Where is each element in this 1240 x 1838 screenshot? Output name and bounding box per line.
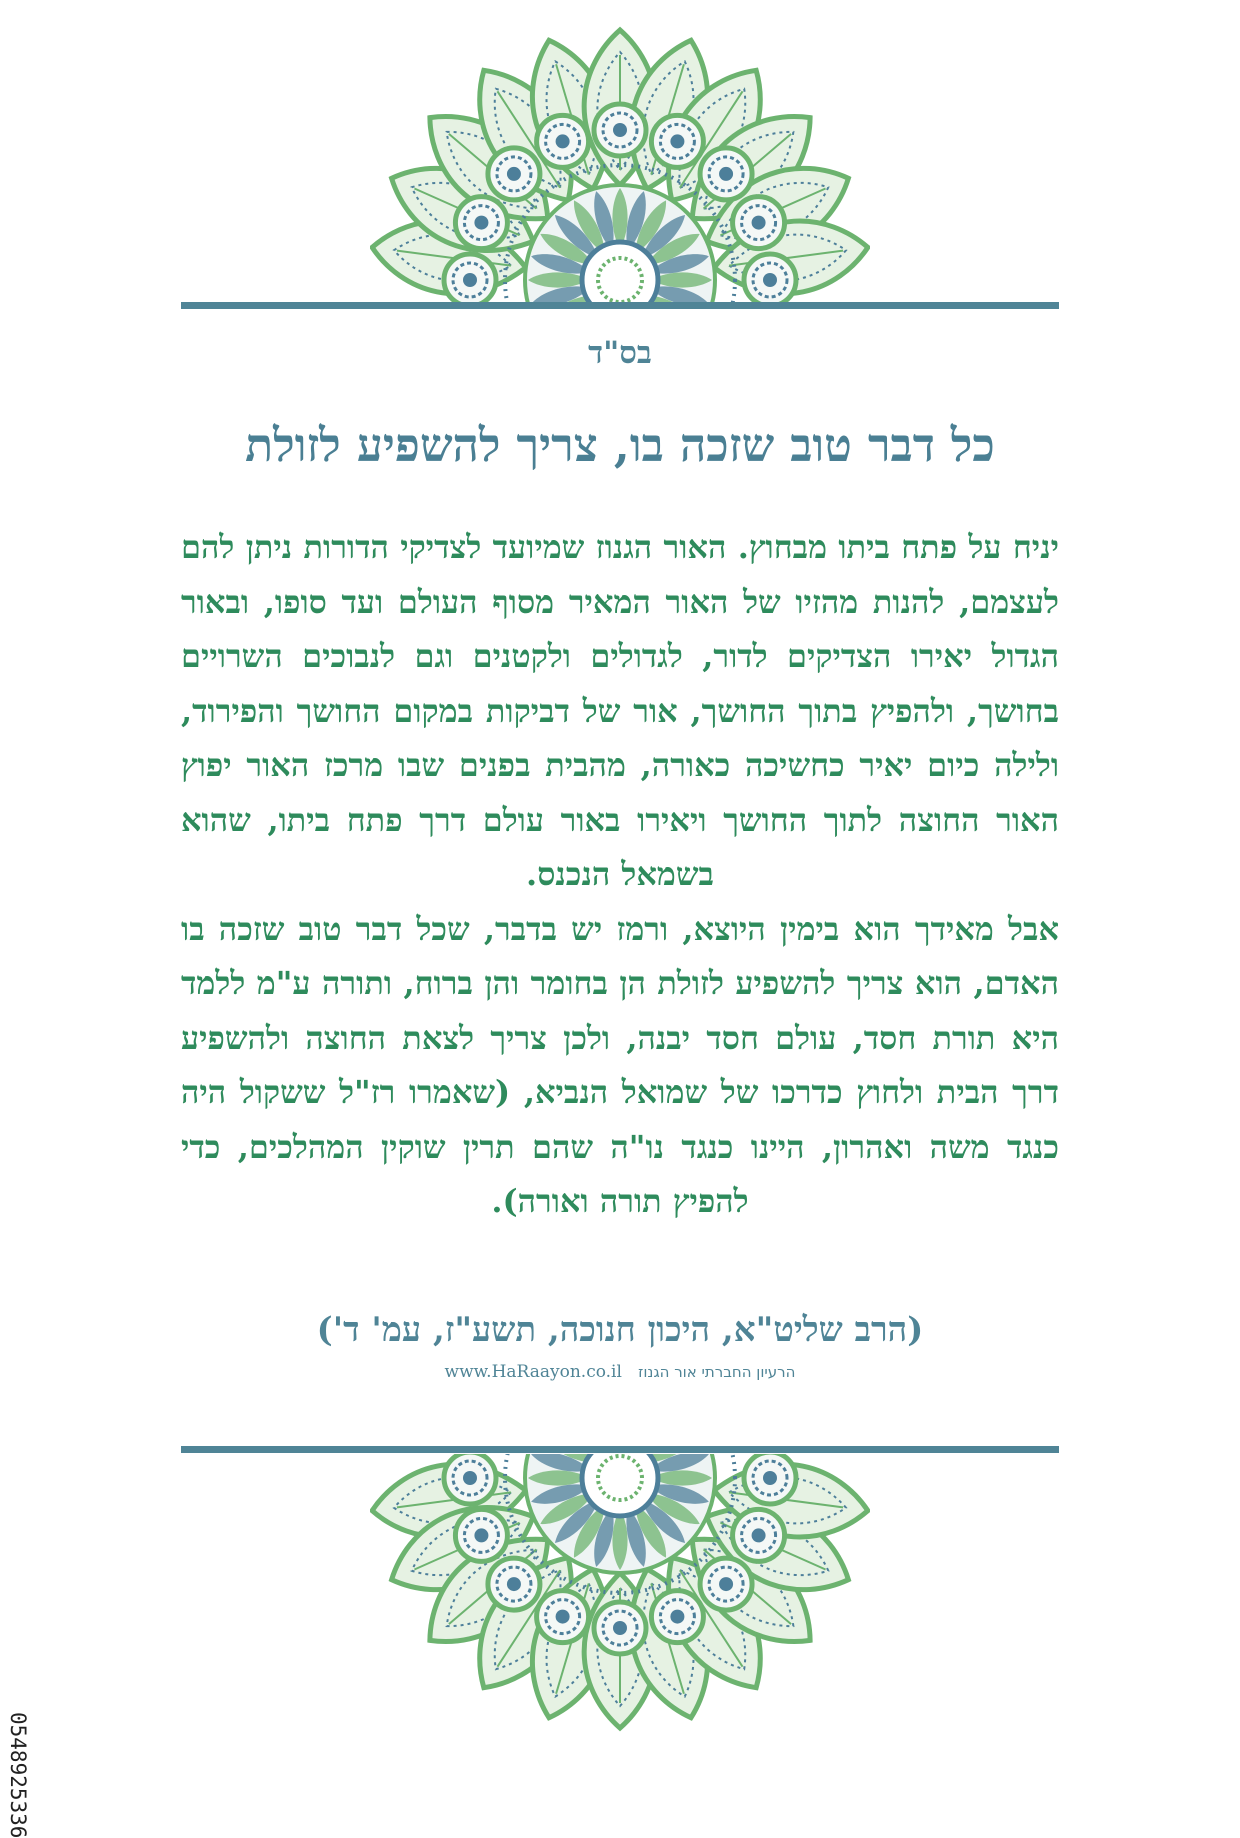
- source-citation: (הרב שליט"א, היכון חנוכה, תשע"ז, עמ' ד'): [316, 1310, 924, 1350]
- paragraph-1: יניח על פתח ביתו מבחוץ. האור הגנוז שמיועד לצדיקי הדורות ניתן להם לעצמם, להנות מהזיו של האור המאיר מסוף העולם ועד סופו, ובאור הגדול יאירו הצדיקים לדור, לגדולים ולקטנים וגם לנבוכים השרויים בחושך, ולהפיץ בתוך החושך, אור של דביקות במקום החושך והפירוד, ולילה כיום יאיר כחשיכה כאורה, מהבית בפנים שבו מרכז האור יפוץ האור החוצה לתוך החושך ויאירו באור עולם דרך פתח ביתו, שהוא בשמאל הנכנס.: [181, 528, 1059, 893]
- top-divider: [181, 302, 1059, 309]
- organization-name: הרעיון החברתי אור הגנוז: [638, 1363, 796, 1381]
- page-title: כל דבר טוב שזכה בו, צריך להשפיע לזולת: [245, 418, 995, 472]
- mandala-ornament-bottom: [370, 1454, 870, 1740]
- bsd-header: בס"ד: [588, 335, 652, 371]
- body-text: [181, 520, 1059, 1229]
- phone-number: 0548925336: [6, 1712, 30, 1838]
- website-line: [0, 1362, 1240, 1382]
- paragraph-2: אבל מאידך הוא בימין היוצא, ורמז יש בדבר, שכל דבר טוב שזכה בו האדם, הוא צריך להשפיע לזולת הן בחומר והן ברוח, ותורה ע"מ ללמד היא תורת חסד, עולם חסד יבנה, ולכן צריך לצאת החוצה ולהשפיע דרך הבית ולחוץ כדרכו של שמואל הנביא, (שאמרו רז"ל ששקול היה כנגד משה ואהרון, היינו כנגד נו"ה שהם תרין שוקין המהלכים, כדי להפיץ תורה ואורה).: [181, 909, 1060, 1220]
- bottom-divider: [181, 1446, 1059, 1453]
- mandala-ornament-top: [370, 20, 870, 304]
- website-url: www.HaRaayon.co.il: [444, 1362, 622, 1382]
